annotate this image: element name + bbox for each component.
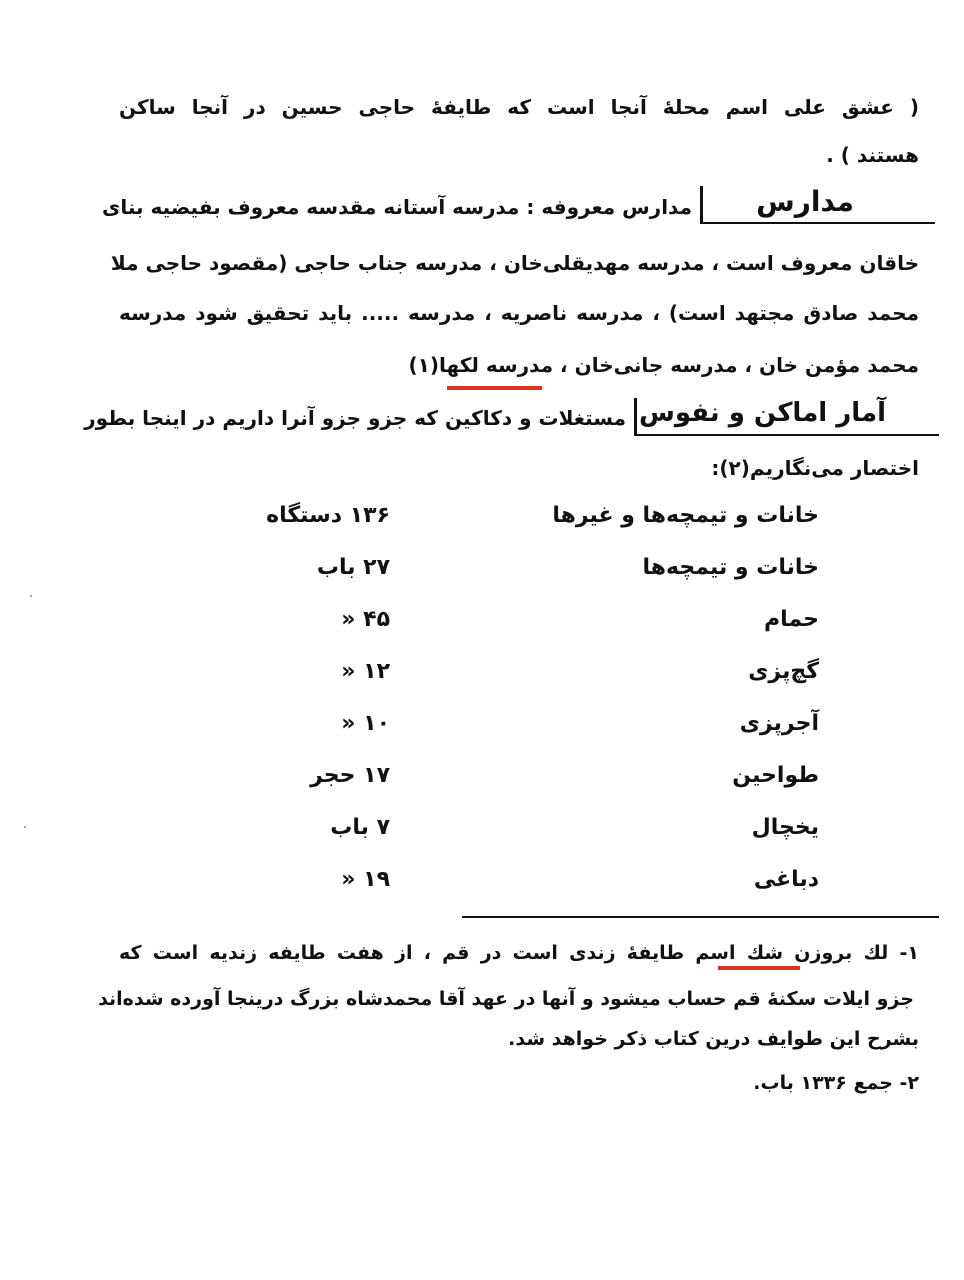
row-label: آجرپزی	[739, 711, 819, 736]
row-value: ۱۷ حجر	[310, 763, 390, 788]
row-value: ۱۰ «	[341, 711, 390, 736]
red-underline-mark	[447, 386, 542, 390]
stats-heading-divider	[634, 398, 637, 436]
intro-line-2: هستند ) .	[826, 143, 919, 167]
row-value: ۱۲ «	[341, 659, 390, 684]
footnote-separator	[462, 916, 939, 918]
stats-line-1: مستغلات و دکاکین که جزو جزو آنرا داریم در اینجا بطور	[84, 406, 626, 430]
row-value: ۱۹ «	[341, 867, 390, 892]
row-label: دباغی	[753, 867, 819, 892]
schools-line-1: مدارس معروفه : مدرسه آستانه مقدسه معروف بفیضیه بنای	[102, 195, 692, 219]
footnote-1-line-3: بشرح این طوایف درین کتاب ذکر خواهد شد.	[508, 1028, 919, 1050]
schools-line-2: خاقان معروف است ، مدرسه مهدیقلی‌خان ، مدرسه جناب حاجی (مقصود حاجی ملا	[110, 251, 919, 275]
schools-line-3: محمد صادق مجتهد است) ، مدرسه ناصریه ، مدرسه ..... باید تحقیق شود مدرسه	[119, 301, 919, 325]
footnote-red-underline-mark	[718, 966, 800, 970]
row-label: خانات و تیمچه‌ها و غیرها	[552, 503, 819, 528]
row-value: ۴۵ «	[341, 607, 390, 632]
row-value: ۲۷ باب	[316, 555, 390, 580]
footnote-2: ۲- جمع ۱۳۳۶ باب.	[753, 1072, 919, 1094]
schools-heading-underline	[700, 222, 935, 224]
footnote-1-line-2: جزو ایلات سکنهٔ قم حساب میشود و آنها در عهد آقا محمدشاه بزرگ درینجا آورده شده‌اند	[98, 988, 914, 1010]
stats-line-2: اختصار می‌نگاریم(۲):	[711, 456, 919, 480]
row-label: طواحین	[732, 763, 819, 788]
schools-heading-divider	[700, 186, 703, 224]
row-value: ۷ باب	[330, 815, 390, 840]
row-value: ۱۳۶ دستگاه	[266, 503, 390, 528]
row-label: حمام	[764, 607, 819, 632]
row-label: یخچال	[751, 815, 819, 840]
stats-heading: آمار اماکن و نفوس	[639, 398, 886, 428]
schools-heading: مدارس	[756, 185, 854, 218]
row-label: گچ‌پزی	[748, 659, 819, 684]
schools-line-4: محمد مؤمن خان ، مدرسه جانی‌خان ، مدرسه لکها(۱)	[408, 353, 919, 377]
scan-speck	[24, 826, 26, 828]
row-label: خانات و تیمچه‌ها	[642, 555, 819, 580]
intro-line-1: ( عشق علی اسم محلهٔ آنجا است که طایفهٔ حاجی حسین در آنجا ساکن	[119, 95, 919, 119]
stats-heading-underline	[634, 434, 939, 436]
footnote-1-line-1: ۱- لك بروزن شك اسم طایفهٔ زندی است در قم ، از هفت طایفه زندیه است که	[119, 942, 919, 964]
scan-speck	[30, 595, 32, 597]
